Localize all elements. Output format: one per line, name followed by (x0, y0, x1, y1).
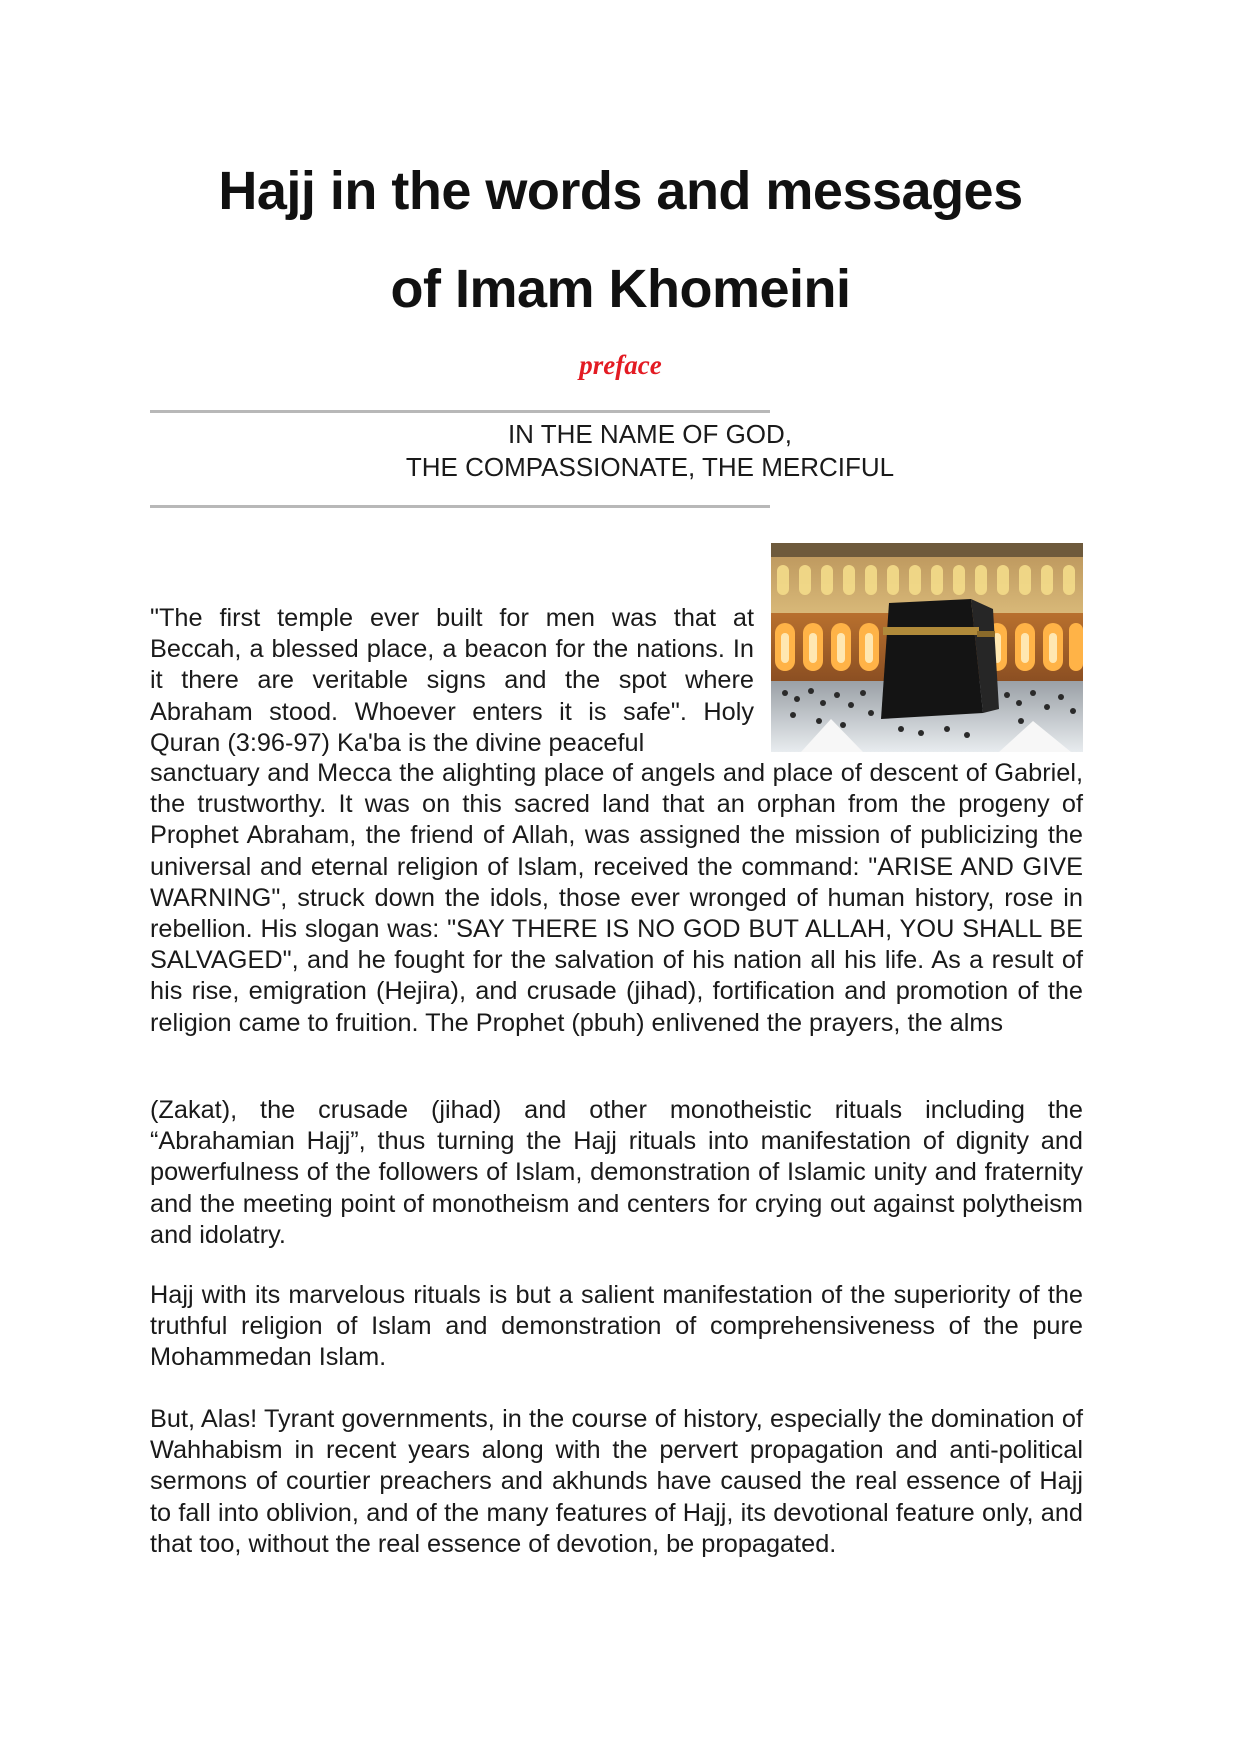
paragraph-sanctuary: sanctuary and Mecca the alighting place of angels and place of descent of Gabriel, the trustworthy. It was on this sacred land that an orphan from the progeny of Prophet Abraham, the friend of Allah, was assigned the mission of publicizing the universal and eternal religion of Islam, received the command: "ARISE AND GIVE WARNING", struck down the idols, those ever wronged of human history, rose in rebellion. His slogan was: "SAY THERE IS NO GOD BUT ALLAH, YOU SHALL BE SALVAGED", and he fought for the salvation of his nation all his life. As a result of his rise, emigration (Hejira), and crusade (jihad), fortification and promotion of the religion came to fruition. The Prophet (pbuh) enlivened the prayers, the alms (150, 759, 1083, 1037)
kaaba-photo (771, 543, 1083, 752)
preface-subtitle: preface (579, 350, 662, 380)
divider-top (150, 410, 770, 413)
divider-bottom (150, 505, 770, 508)
invocation-line-2: THE COMPASSIONATE, THE MERCIFUL (405, 452, 895, 482)
paragraph-quran-quote: "The first temple ever built for men was that at Beccah, a blessed place, a beacon for the nations. In it there are veritable signs and the spot where Abraham stood. Whoever enters it is safe". Holy Quran (3:96-97) Ka'ba is the divine peaceful (150, 604, 754, 757)
document-title-line-2: of Imam Khomeini (390, 259, 851, 319)
paragraph-zakat: (Zakat), the crusade (jihad) and other monotheistic rituals including the “Abrahamian Hajj”, thus turning the Hajj rituals into manifestation of dignity and powerfulness of the followers of Islam, demonstration of Islamic unity and fraternity and the meeting point of monotheism and centers for crying out against polytheism and idolatry. (150, 1096, 1083, 1249)
invocation-line-1: IN THE NAME OF GOD, (507, 419, 793, 449)
invocation (150, 418, 1150, 484)
paragraph-tyrant-governments: But, Alas! Tyrant governments, in the course of history, especially the domination of Wahhabism in recent years along with the pervert propagation and anti-political sermons of courtier preachers and akhunds have caused the real essence of Hajj to fall into oblivion, and of the many features of Hajj, its devotional feature only, and that too, without the real essence of devotion, be propagated. (150, 1405, 1083, 1558)
document-title-line-1: Hajj in the words and messages (218, 161, 1023, 221)
paragraph-marvelous-rituals: Hajj with its marvelous rituals is but a salient manifestation of the superiority of the truthful religion of Islam and demonstration of comprehensiveness of the pure Mohammedan Islam. (150, 1281, 1083, 1372)
